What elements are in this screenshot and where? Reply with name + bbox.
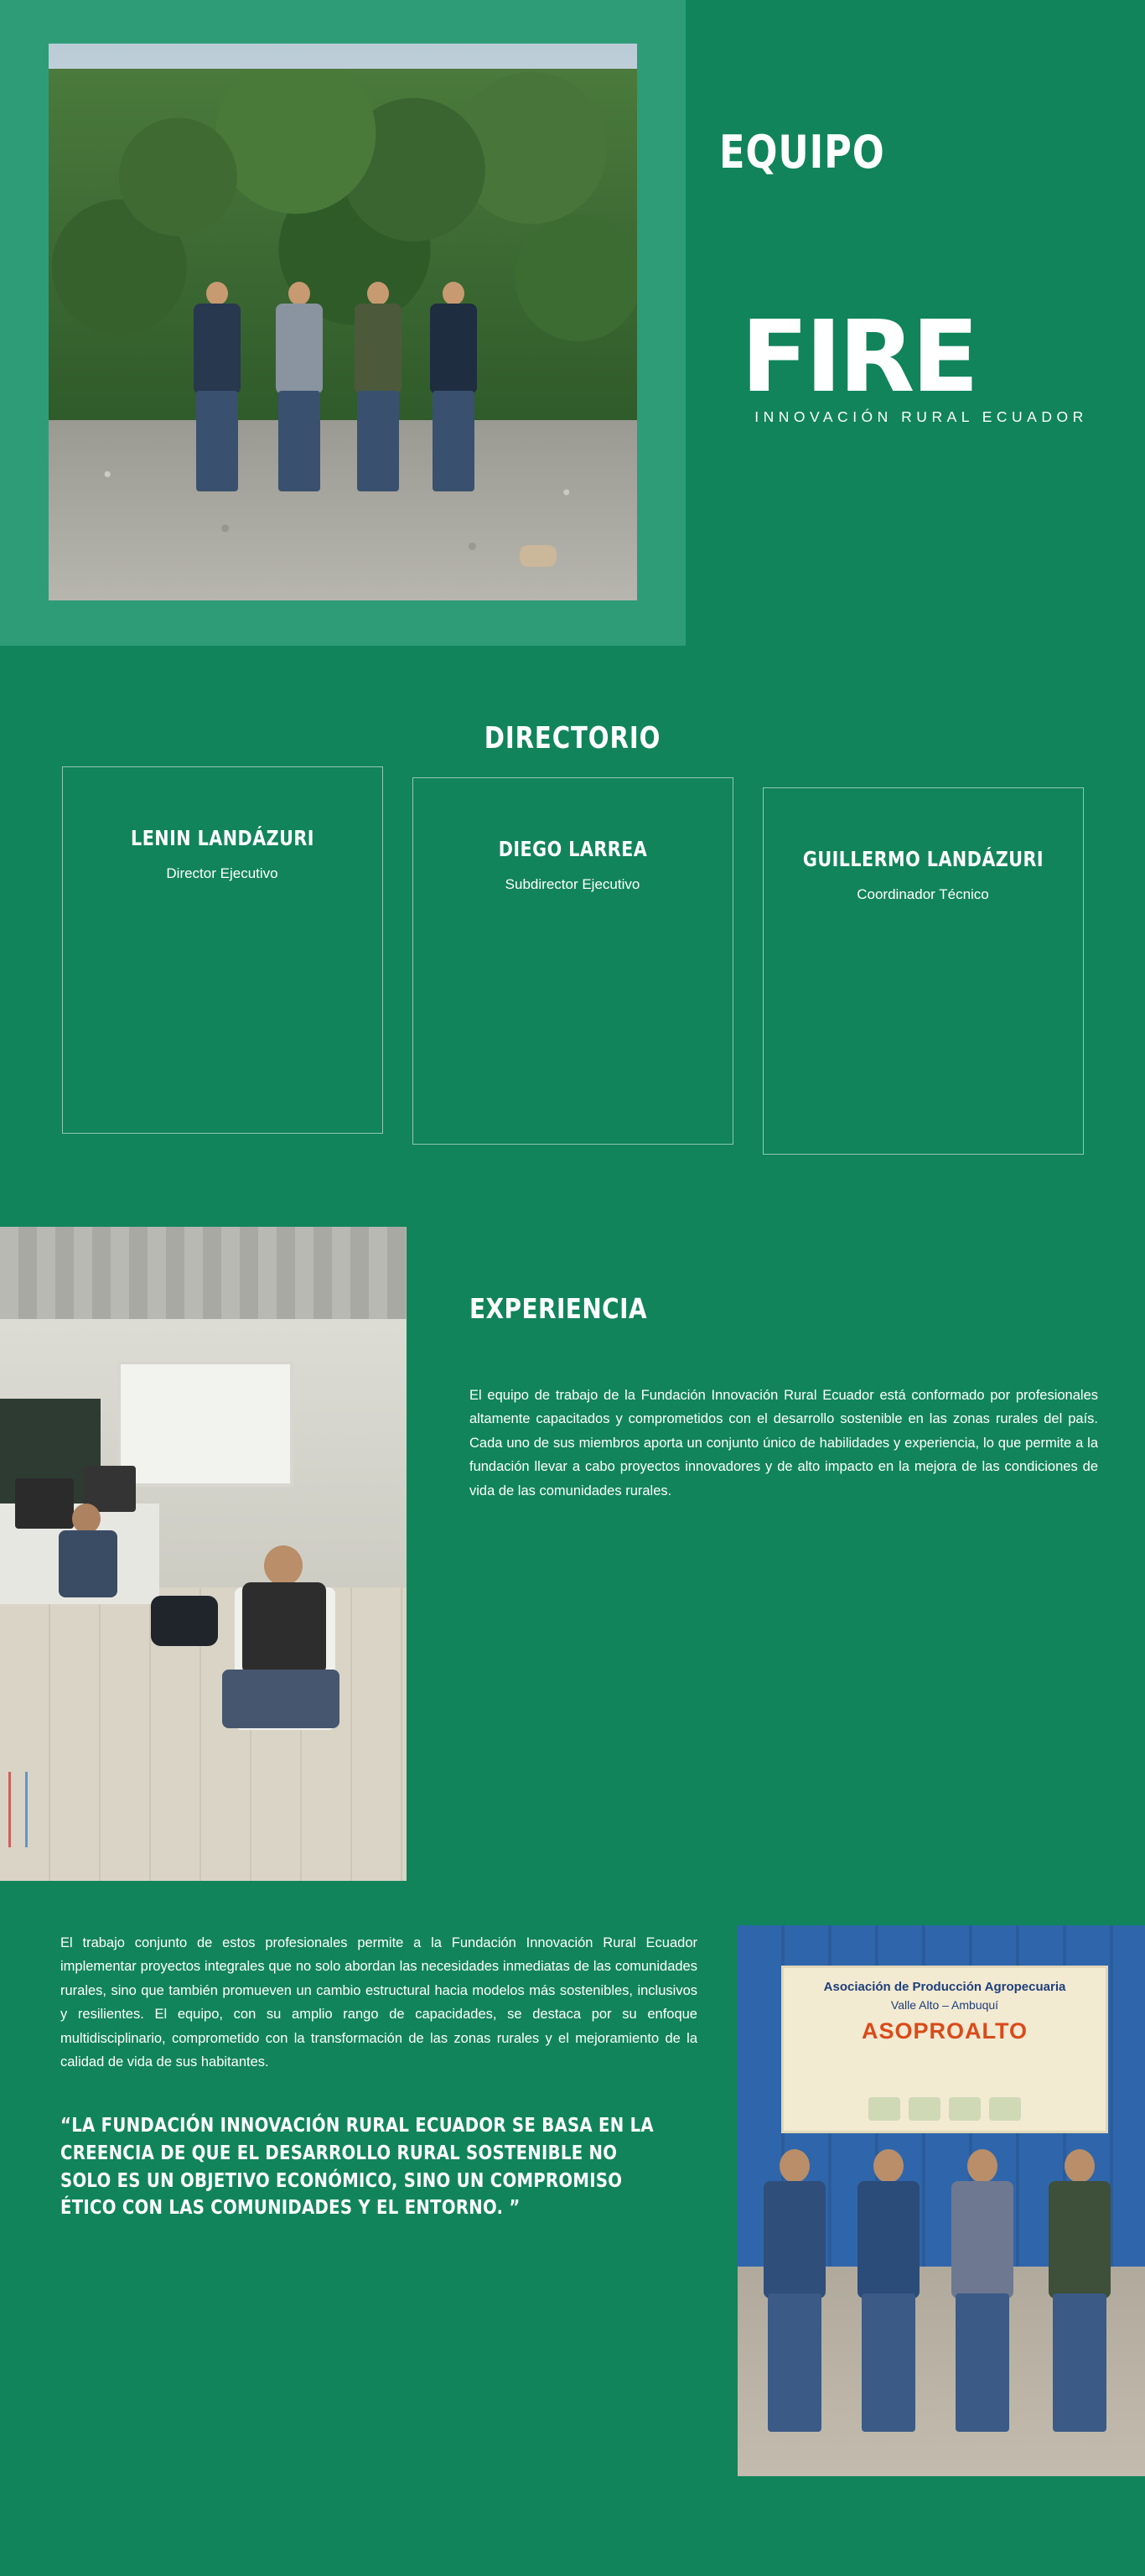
directorio-section xyxy=(0,662,1145,1155)
director-role: Coordinador Técnico xyxy=(857,886,989,902)
hero-right xyxy=(686,0,1145,662)
photo-person xyxy=(761,2149,828,2426)
photo-person xyxy=(855,2149,922,2426)
asoproalto-banner xyxy=(781,1966,1108,2133)
director-role: Director Ejecutivo xyxy=(166,865,278,881)
bottom-text xyxy=(60,1931,697,2222)
asoproalto-group-photo xyxy=(738,1925,1145,2476)
banner-line-3: ASOPROALTO xyxy=(861,2018,1028,2044)
director-name: GUILLERMO LANDÁZURI xyxy=(802,847,1044,871)
directorio-title: DIRECTORIO xyxy=(484,721,661,756)
director-role: Subdirector Ejecutivo xyxy=(505,876,640,892)
fire-logo-subtitle: INNOVACIÓN RURAL ECUADOR xyxy=(754,408,1088,425)
photo-person xyxy=(352,282,404,491)
director-card xyxy=(763,787,1084,1155)
experiencia-text xyxy=(469,1292,1098,1503)
photo-person xyxy=(1046,2149,1113,2426)
photo-person xyxy=(191,282,243,491)
bottom-section xyxy=(0,1889,1145,2476)
experiencia-title: EXPERIENCIA xyxy=(469,1292,648,1325)
fire-logo-wordmark: FIRE xyxy=(741,298,976,414)
photo-ground xyxy=(49,420,637,600)
experiencia-section xyxy=(0,1227,1145,1881)
banner-logos xyxy=(784,2097,1106,2121)
director-card xyxy=(62,766,383,1134)
photo-person xyxy=(273,282,325,491)
team-photo-field xyxy=(49,44,637,600)
fire-logo xyxy=(741,298,1101,426)
experiencia-paragraph: El equipo de trabajo de la Fundación Innovación Rural Ecuador está conformado por profesionales altamente capacitados y comprometidos con el desarrollo sostenible en las zonas rurales del país. Cada uno de sus miembros aporta un conjunto único de habilidades y experiencia, lo que permite a la fundación llevar a cabo proyectos innovadores y de alto impacto en la mejora de las condiciones de vida de las comunidades rurales. xyxy=(469,1388,1098,1498)
photo-person xyxy=(949,2149,1016,2426)
photo-trees xyxy=(49,69,637,429)
photo-person xyxy=(427,282,479,491)
directorio-cards xyxy=(0,787,1145,1155)
photo-dog xyxy=(520,545,557,567)
director-card xyxy=(412,777,733,1145)
director-name: DIEGO LARREA xyxy=(498,837,647,861)
director-name: LENIN LANDÁZURI xyxy=(130,826,314,850)
hero-panel xyxy=(0,0,686,646)
pull-quote: “LA FUNDACIÓN INNOVACIÓN RURAL ECUADOR SE BASA EN LA CREENCIA DE QUE EL DESARROLLO RURAL SOSTENIBLE NO SOLO ES UN OBJETIVO ECONÓMICO, SINO UN COMPROMISO ÉTICO CON LAS COMUNIDADES Y EL ENTORNO. ” xyxy=(60,2115,654,2220)
hero-section xyxy=(0,0,1145,662)
bottom-paragraph: El trabajo conjunto de estos profesionales permite a la Fundación Innovación Rural Ecuador implementar proyectos integrales que no solo abordan las necesidades inmediatas de las comunidades rurales, sino que también promueven un cambio estructural hacia modelos más sostenibles, inclusivos y resilientes. El equipo, con su amplio rango de capacidades, se destaca por su enfoque multidisciplinario, comprometido con la transformación de las zonas rurales y el mejoramiento de la calidad de vida de sus habitantes. xyxy=(60,1935,697,2070)
training-room-photo xyxy=(0,1227,407,1881)
page-title: EQUIPO xyxy=(719,126,885,179)
banner-line-2: Valle Alto – Ambuquí xyxy=(890,1998,999,2012)
banner-line-1: Asociación de Producción Agropecuaria xyxy=(823,1980,1066,1994)
